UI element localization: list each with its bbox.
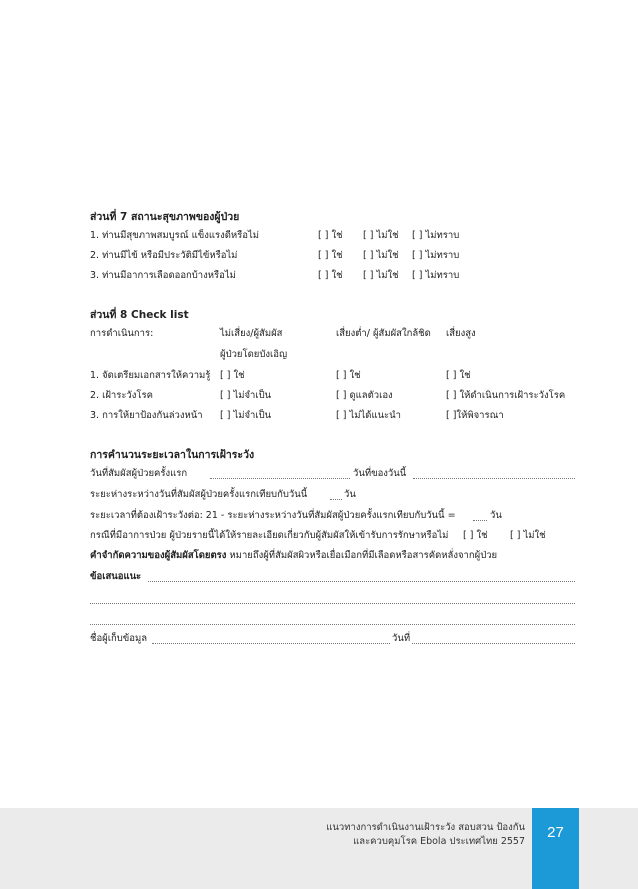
sick-yes-checkbox[interactable]: [ ] ใช่ [463,530,488,541]
s8-row2-c2[interactable]: [ ] ดูแลตัวเอง [336,390,393,401]
s8-row2-action: 2. เฝ้าระวังโรค [90,390,153,401]
s7-q2: 2. ท่านมีไข้ หรือมีประวัติมีไข้หรือไม่ [90,250,238,261]
first-contact-label: วันที่สัมผัสผู้ป่วยครั้งแรก [90,468,188,479]
section8-title: ส่วนที่ 8 Check list [90,309,189,321]
first-contact-field[interactable] [210,478,350,479]
interval-label: ระยะห่างระหว่างวันที่สัมผัสผู้ป่วยครั้งแรกเทียบกับวันนี้ [90,489,308,500]
s8-header-col1-line1: ไม่เสี่ยง/ผู้สัมผัส [220,328,283,339]
page-number-box [532,808,579,889]
footer-line2: และควบคุมโรค Ebola ประเทศไทย 2557 [353,836,525,847]
calc-title: การคำนวนระยะเวลาในการเฝ้าระวัง [90,449,255,461]
sick-no-checkbox[interactable]: [ ] ไม่ใช่ [510,530,546,541]
s8-header-col1-line2: ผู้ป่วยโดยบังเอิญ [220,349,288,360]
s7-q1-yes[interactable]: [ ] ใช่ [318,230,343,241]
s8-header-col2: เสี่ยงต่ำ/ ผู้สัมผัสใกล้ชิด [336,328,431,339]
s8-header-action: การดำเนินการ: [90,328,154,339]
s8-row3-action: 3. การให้ยาป้องกันล่วงหน้า [90,410,203,421]
s8-row1-c2[interactable]: [ ] ใช่ [336,370,361,381]
suggestion-label: ข้อเสนอแนะ [90,571,142,582]
section7-title: ส่วนที่ 7 สถานะสุขภาพของผู้ป่วย [90,211,240,223]
interval-unit: วัน [344,489,356,500]
s8-row1-action: 1. จัดเตรียมเอกสารให้ความรู้ [90,370,211,381]
date-field[interactable] [412,643,575,644]
today-label: วันที่ของวันนี้ [353,468,407,479]
footer-line1: แนวทางการดำเนินงานเฝ้าระวัง สอบสวน ป้องกัน [326,822,525,833]
remaining-label: ระยะเวลาที่ต้องเฝ้าระวังต่อ: 21 - ระยะห่างระหว่างวันที่สัมผัสผู้ป่วยครั้งแรกเทียบกับวันนี้ = [90,510,456,521]
s8-row2-c1[interactable]: [ ] ไม่จำเป็น [220,390,272,401]
page-number: 27 [547,824,564,841]
s8-row3-c2[interactable]: [ ] ไม่ได้แนะนำ [336,410,401,421]
s7-q1: 1. ท่านมีสุขภาพสมบูรณ์ แข็งแรงดีหรือไม่ [90,230,260,241]
definition-text: หมายถึงผู้ที่สัมผัสผิวหรือเยื่อเมือกที่มีเลือดหรือสารคัดหลั่งจากผู้ป่วย [229,550,498,561]
remaining-unit: วัน [490,510,502,521]
s8-row3-c3[interactable]: [ ]ให้พิจารณา [446,410,504,421]
s8-row1-c3[interactable]: [ ] ใช่ [446,370,471,381]
s8-header-col3: เสี่ยงสูง [446,328,476,339]
s7-q3-unknown[interactable]: [ ] ไม่ทราบ [412,270,460,281]
suggestion-field-line3[interactable] [90,624,575,625]
definition-title: คำจำกัดความของผู้สัมผัสโดยตรง [90,550,227,561]
collector-field[interactable] [152,643,390,644]
s7-q3-no[interactable]: [ ] ไม่ใช่ [363,270,399,281]
s7-q3: 3. ท่านมีอาการเลือดออกบ้างหรือไม่ [90,270,236,281]
s8-row3-c1[interactable]: [ ] ไม่จำเป็น [220,410,272,421]
s7-q1-no[interactable]: [ ] ไม่ใช่ [363,230,399,241]
s8-row1-c1[interactable]: [ ] ใช่ [220,370,245,381]
s7-q2-unknown[interactable]: [ ] ไม่ทราบ [412,250,460,261]
remaining-field[interactable] [473,520,487,521]
s7-q2-yes[interactable]: [ ] ใช่ [318,250,343,261]
date-label: วันที่ [392,633,411,644]
sick-case-label: กรณีที่มีอาการป่วย ผู้ป่วยรายนี้ได้ให้รายละเอียดเกี่ยวกับผู้สัมผัสให้เข้ารับการรักษาหรือไม่ [90,530,449,541]
collector-label: ชื่อผู้เก็บข้อมูล [90,633,148,644]
suggestion-field-line1[interactable] [148,581,575,582]
suggestion-field-line2[interactable] [90,603,575,604]
today-field[interactable] [413,478,575,479]
s7-q2-no[interactable]: [ ] ไม่ใช่ [363,250,399,261]
interval-field[interactable] [330,499,342,500]
s8-row2-c3[interactable]: [ ] ให้ดำเนินการเฝ้าระวังโรค [446,390,566,401]
s7-q1-unknown[interactable]: [ ] ไม่ทราบ [412,230,460,241]
s7-q3-yes[interactable]: [ ] ใช่ [318,270,343,281]
